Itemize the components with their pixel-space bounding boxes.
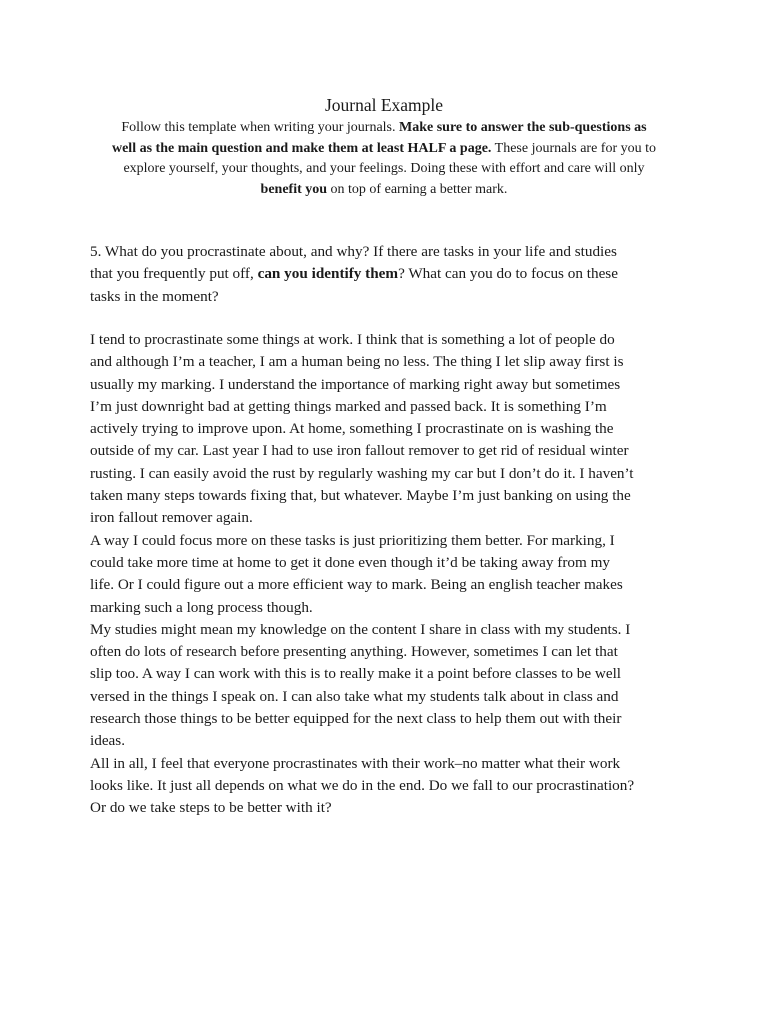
answer-paragraph-3 — [90, 619, 690, 753]
journal-answer — [90, 329, 690, 820]
answer-line: taken many steps towards fixing that, but whatever. Maybe I’m just banking on using the — [90, 487, 631, 505]
intro-line-2: well as the main question and make them at least HALF a page. These journals are for you to — [111, 140, 657, 156]
answer-line: marking such a long process though. — [90, 598, 313, 616]
page-title: Journal Example — [324, 95, 444, 115]
answer-line: All in all, I feel that everyone procrastinates with their work–no matter what their work — [90, 754, 621, 772]
answer-paragraph-4 — [90, 753, 690, 820]
answer-line: A way I could focus more on these tasks is just prioritizing them better. For marking, I — [90, 531, 615, 549]
intro-emphasis-1: Make sure to answer the sub-questions as — [399, 120, 647, 135]
answer-line: rusting. I can easily avoid the rust by regularly washing my car but I don’t do it. I haven’t — [90, 464, 634, 482]
answer-line: versed in the things I speak on. I can also take what my students talk about in class and — [90, 687, 619, 705]
answer-line: could take more time at home to get it done even though it’d be taking away from my — [90, 553, 611, 571]
intro-line-3: explore yourself, your thoughts, and your feelings. Doing these with effort and care will only — [123, 161, 645, 176]
question-line-2: that you frequently put off, can you identify them? What can you do to focus on these — [90, 265, 618, 283]
question-emphasis: can you identify them — [257, 265, 399, 283]
answer-line: slip too. A way I can work with this is to really make it a point before classes to be well — [90, 665, 622, 683]
intro-line-1: Follow this template when writing your journals. Make sure to answer the sub-questions as — [121, 120, 647, 135]
answer-line: ideas. — [90, 732, 126, 750]
intro-instructions — [74, 118, 694, 200]
intro-emphasis-3: benefit you — [260, 181, 328, 197]
question-line-3: tasks in the moment? — [90, 287, 219, 305]
answer-line: iron fallout remover again. — [90, 509, 253, 527]
journal-question — [90, 241, 690, 308]
answer-line: and although I’m a teacher, I am a human being no less. The thing I let slip away first is — [90, 353, 624, 371]
answer-line: outside of my car. Last year I had to use iron fallout remover to get rid of residual winter — [90, 442, 629, 460]
question-line-1: 5. What do you procrastinate about, and why? If there are tasks in your life and studies — [90, 243, 617, 260]
answer-line: I’m just downright bad at getting things marked and passed back. It is something I’m — [90, 397, 607, 415]
answer-paragraph-1 — [90, 329, 690, 530]
answer-line: often do lots of research before presenting anything. However, sometimes I can let that — [90, 643, 618, 661]
intro-line-4: benefit you on top of earning a better mark. — [260, 181, 508, 197]
answer-line: life. Or I could figure out a more efficient way to mark. Being an english teacher makes — [90, 576, 623, 594]
answer-line: looks like. It just all depends on what we do in the end. Do we fall to our procrastination? — [90, 776, 635, 794]
answer-line: My studies might mean my knowledge on the content I share in class with my students. I — [90, 620, 631, 638]
answer-line: Or do we take steps to be better with it? — [90, 799, 332, 817]
answer-line: I tend to procrastinate some things at work. I think that is something a lot of people do — [90, 331, 615, 348]
answer-paragraph-2 — [90, 530, 690, 619]
intro-emphasis-2: well as the main question and make them at least HALF a page. — [111, 140, 492, 156]
answer-line: research those things to be better equipped for the next class to help them out with their — [90, 710, 622, 728]
answer-line: usually my marking. I understand the importance of marking right away but sometimes — [90, 375, 621, 393]
answer-line: actively trying to improve upon. At home, something I procrastinate on is washing the — [90, 420, 614, 438]
